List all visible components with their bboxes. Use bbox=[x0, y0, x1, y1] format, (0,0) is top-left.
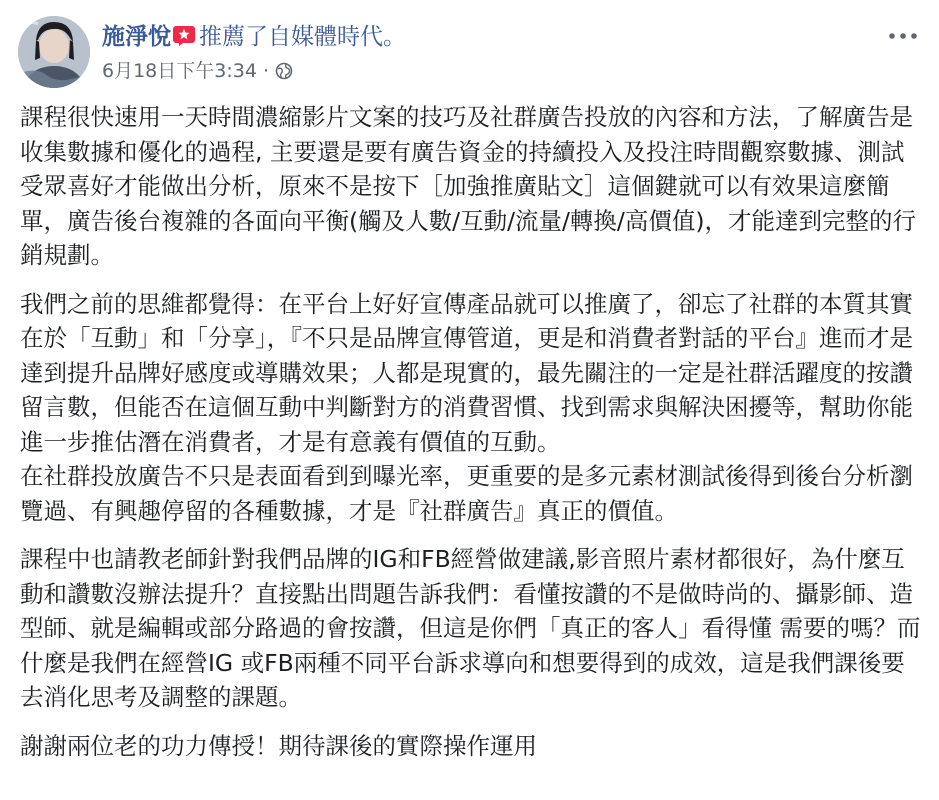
recommendation-star-icon bbox=[173, 26, 195, 46]
page-name-link[interactable]: 自媒體時代 bbox=[268, 24, 383, 50]
post-timestamp-link[interactable]: 6月18日下午3:34 bbox=[102, 60, 257, 82]
globe-icon[interactable] bbox=[275, 62, 293, 80]
post-meta-line bbox=[102, 58, 293, 84]
more-options-icon[interactable] bbox=[885, 26, 921, 46]
meta-separator: · bbox=[262, 60, 269, 82]
post-paragraph-2: 我們之前的思維都覺得：在平台上好好宣傳產品就可以推廣了，卻忘了社群的本質其實在於「互動」和「分享」，『不只是品牌宣傳管道，更是和消費者對話的平台』進而才是達到提升品牌好感度或導購效果；人都是現實的，最先關注的一定是社群活躍度的按讚留言數，但能否在這個互動中判斷對方的消費習慣、找到需求與解決困擾等，幫助你能進一步推估潛在消費者，才是有意義有價值的互動。 在社群投放廣告不只是表面看到到曝光率，更重要的是多元素材測試後得到後台分析瀏覽過、有興趣停留的各種數據，才是『社群廣告』真正的價值。 bbox=[20, 289, 913, 525]
post-paragraph-1: 課程很快速用一天時間濃縮影片文案的技巧及社群廣告投放的內容和方法，了解廣告是收集數據和優化的過程, 主要還是要有廣告資金的持續投入及投注時間觀察數據、測試受眾喜好才能做出分析，原來不是按下［加強推廣貼文］這個鍵就可以有效果這麼簡單，廣告後台複雜的各面向平衡(觸及人數/互動/流量/轉換/高價值)，才能達到完整的行銷規劃。 bbox=[20, 103, 917, 269]
post-paragraph-3: 課程中也請教老師針對我們品牌的IG和FB經營做建議,影音照片素材都很好，為什麼互動和讚數沒辦法提升？直接點出問題告訴我們：看懂按讚的不是做時尚的、攝影師、造型師、就是編輯或部分路過的會按讚，但這是你們「真正的客人」看得懂 需要的嗎？而什麼是我們在經營IG 或FB兩種不同平台訴求導向和想要得到的成效，這是我們課後要去消化思考及調整的課題。 bbox=[20, 545, 921, 711]
avatar[interactable] bbox=[18, 16, 90, 88]
avatar-photo bbox=[18, 16, 90, 88]
post-header-line bbox=[102, 22, 406, 52]
post-paragraph-4: 謝謝兩位老的功力傳授！期待課後的實際操作運用 bbox=[20, 731, 537, 760]
post-body bbox=[20, 100, 925, 777]
author-name-link[interactable]: 施淨悅 bbox=[102, 24, 171, 50]
header-period: 。 bbox=[383, 24, 406, 50]
recommendation-verb: 推薦了 bbox=[199, 24, 268, 50]
post-header bbox=[16, 14, 923, 90]
